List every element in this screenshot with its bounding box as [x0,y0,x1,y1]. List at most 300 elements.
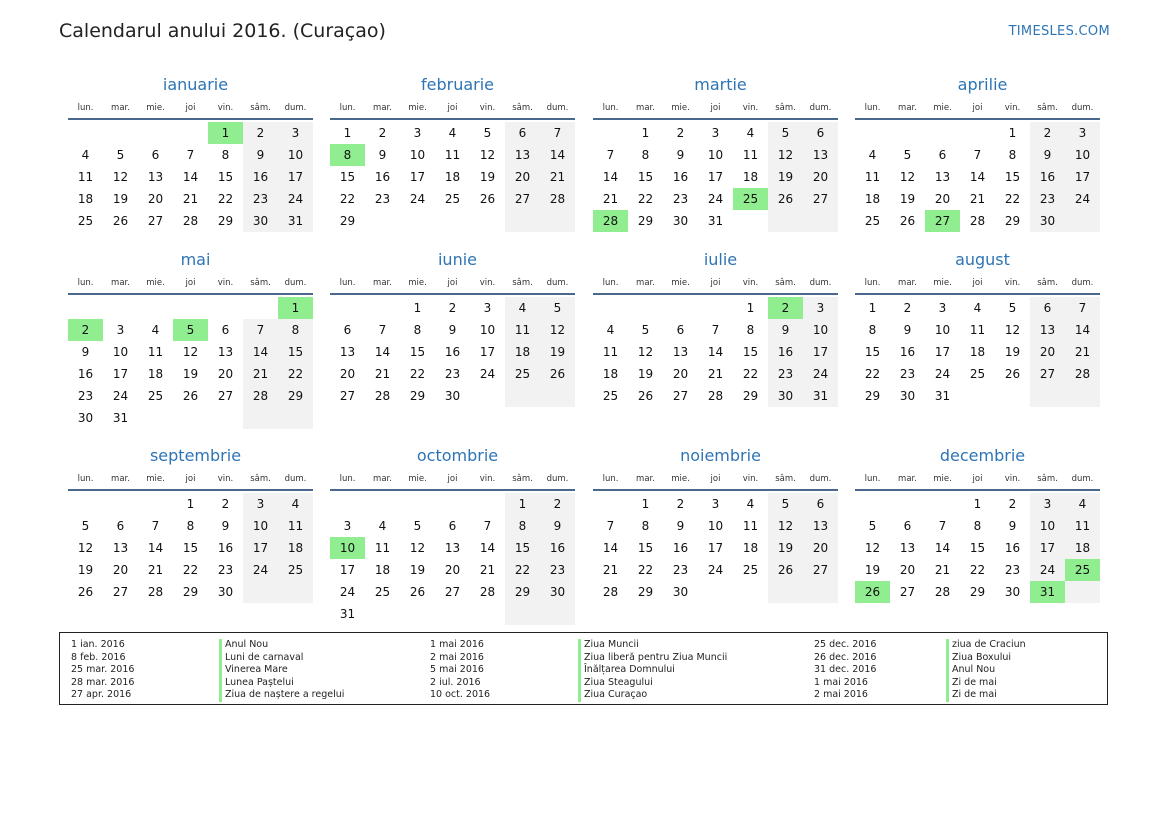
empty-cell [803,210,838,232]
empty-cell [138,493,173,515]
weekday-label: vin. [742,474,759,484]
day-cell: 10 [1065,144,1100,166]
day-cell: 7 [540,122,575,144]
day-cell: 11 [374,541,391,555]
day-cell: 11 [278,515,313,537]
month-iulie [593,247,838,407]
weekday-label: lun. [864,474,881,484]
weekday-label: vin. [1004,103,1021,113]
weekday-header [855,98,1100,120]
empty-cell [663,297,698,319]
weekday-label: mie. [408,103,427,113]
day-cell: 9 [768,319,803,341]
day-cell: 7 [711,323,720,337]
day-cell: 10 [330,537,365,559]
day-cell: 4 [746,497,755,511]
day-cell: 13 [505,144,540,166]
day-cell: 14 [602,541,619,555]
legend-holiday-name: Ziua de naștere a regelui [219,689,344,702]
day-cell: 27 [217,389,234,403]
weekday-label: joi [710,474,721,484]
day-cell: 19 [112,192,129,206]
empty-cell [768,581,803,603]
empty-cell [470,385,505,407]
day-cell: 17 [339,563,356,577]
day-cell: 10 [409,148,426,162]
day-cell: 14 [374,345,391,359]
day-cell: 31 [278,210,313,232]
weekday-label: lun. [864,278,881,288]
day-cell: 21 [374,367,391,381]
weekday-label: lun. [77,278,94,288]
empty-cell [365,493,400,515]
month-aprilie [855,72,1100,232]
day-cell: 22 [969,563,986,577]
weekday-label: vin. [217,103,234,113]
day-cell: 5 [81,519,90,533]
day-cell: 2 [243,122,278,144]
day-cell: 26 [1004,367,1021,381]
empty-cell [1065,385,1100,407]
day-cell: 2 [448,301,457,315]
day-cell: 28 [479,585,496,599]
day-cell: 2 [378,126,387,140]
legend-holiday-name: Ziua Curaçao [578,689,727,702]
month-octombrie [330,443,575,625]
legend-date: 27 apr. 2016 [71,689,132,701]
day-cell: 10 [707,148,724,162]
day-cell: 23 [444,367,461,381]
legend-holiday-name: Ziua Muncii [578,639,727,652]
day-cell: 22 [637,563,654,577]
day-cell: 9 [1030,144,1065,166]
day-cell: 17 [1065,166,1100,188]
empty-cell [593,297,628,319]
day-cell: 11 [77,170,94,184]
day-cell: 24 [243,559,278,581]
weekday-label: mar. [636,103,655,113]
weekday-label: mar. [636,474,655,484]
legend-date: 10 oct. 2016 [430,689,491,701]
day-cell: 13 [444,541,461,555]
empty-cell [540,385,575,407]
day-cell: 5 [540,297,575,319]
weekday-label: joi [447,474,458,484]
empty-cell [435,603,470,625]
day-cell: 12 [409,541,426,555]
day-cell: 23 [374,192,391,206]
day-cell: 16 [899,345,916,359]
day-cell: 10 [934,323,951,337]
empty-cell [365,210,400,232]
day-cell: 29 [182,585,199,599]
legend-date: 5 mai 2016 [430,664,484,676]
day-cell: 26 [77,585,94,599]
day-cell: 18 [77,192,94,206]
weekday-label: joi [185,103,196,113]
weekday-header [68,273,313,295]
day-cell: 3 [278,122,313,144]
day-cell: 25 [77,214,94,228]
day-cell: 25 [505,363,540,385]
day-cell: 18 [278,537,313,559]
month-noiembrie [593,443,838,603]
day-cell: 8 [1008,148,1017,162]
day-cell: 30 [1030,210,1065,232]
day-cell: 27 [1030,363,1065,385]
day-cell: 11 [742,519,759,533]
day-cell: 23 [217,563,234,577]
day-cell: 3 [1030,493,1065,515]
legend-holiday-name: Lunea Paștelui [219,677,344,690]
day-cell: 19 [540,341,575,363]
day-cell: 11 [602,345,619,359]
day-cell: 22 [742,367,759,381]
weekday-label: joi [447,103,458,113]
day-cell: 9 [1008,519,1017,533]
day-cell: 7 [606,148,615,162]
month-iunie [330,247,575,407]
weekday-label: dum. [284,278,307,288]
day-cell: 22 [864,367,881,381]
day-cell: 16 [77,367,94,381]
day-cell: 29 [339,214,356,228]
empty-cell [593,493,628,515]
day-cell: 12 [768,515,803,537]
day-cell: 4 [278,493,313,515]
day-cell: 14 [243,341,278,363]
legend-date: 28 mar. 2016 [71,676,135,688]
day-cell: 21 [479,563,496,577]
day-cell: 14 [969,170,986,184]
day-cell: 24 [707,192,724,206]
empty-cell [68,297,103,319]
day-cell: 10 [479,323,496,337]
weekday-label: vin. [1004,474,1021,484]
day-cell: 6 [803,493,838,515]
weekday-label: mar. [898,474,917,484]
day-cell: 15 [217,170,234,184]
day-cell: 15 [278,341,313,363]
weekday-label: dum. [1071,278,1094,288]
empty-cell [803,581,838,603]
legend-holiday-name: Anul Nou [946,664,1026,677]
day-cell: 23 [1030,188,1065,210]
weekday-label: lun. [602,103,619,113]
weekday-label: lun. [77,103,94,113]
legend-holiday-name: Anul Nou [219,639,344,652]
weekday-label: dum. [546,278,569,288]
day-cell: 10 [707,519,724,533]
day-cell: 6 [938,148,947,162]
empty-cell [330,297,365,319]
day-cell: 20 [899,563,916,577]
empty-cell [208,407,243,429]
day-cell: 27 [899,585,916,599]
day-cell: 30 [77,411,94,425]
day-cell: 29 [409,389,426,403]
day-cell: 13 [217,345,234,359]
day-cell: 28 [934,585,951,599]
weekday-label: joi [972,474,983,484]
legend-date: 1 mai 2016 [430,639,484,650]
day-cell: 14 [479,541,496,555]
day-cell: 16 [217,541,234,555]
day-cell: 12 [479,148,496,162]
day-cell: 17 [707,170,724,184]
day-cell: 21 [182,192,199,206]
day-cell: 4 [378,519,387,533]
weekday-label: lun. [864,103,881,113]
empty-cell [400,603,435,625]
day-cell: 30 [768,385,803,407]
day-cell: 1 [641,126,650,140]
empty-cell [1065,581,1100,603]
day-cell: 12 [864,541,881,555]
brand-link[interactable]: TIMESLES.COM [1008,24,1110,39]
empty-cell [208,297,243,319]
empty-cell [435,210,470,232]
day-cell: 20 [672,367,689,381]
day-cell: 5 [483,126,492,140]
day-cell: 16 [540,537,575,559]
day-cell: 27 [803,559,838,581]
day-cell: 1 [278,297,313,319]
day-cell: 29 [278,385,313,407]
day-cell: 5 [641,323,650,337]
day-cell: 11 [742,148,759,162]
day-cell: 5 [116,148,125,162]
day-cell: 8 [278,319,313,341]
day-cell: 1 [208,122,243,144]
day-cell: 3 [483,301,492,315]
day-cell: 19 [768,166,803,188]
day-cell: 26 [409,585,426,599]
day-cell: 20 [112,563,129,577]
weekday-label: dum. [809,278,832,288]
weekday-label: sâm. [1037,103,1058,113]
weekday-label: dum. [809,103,832,113]
day-cell: 21 [243,363,278,385]
day-cell: 22 [217,192,234,206]
empty-cell [68,122,103,144]
month-name: ianuarie [162,75,229,94]
legend-date: 25 mar. 2016 [71,664,135,676]
day-cell: 15 [742,345,759,359]
day-cell: 7 [938,519,947,533]
day-cell: 24 [934,367,951,381]
day-cell: 18 [444,170,461,184]
day-cell: 23 [672,563,689,577]
empty-cell [243,297,278,319]
month-septembrie [68,443,313,603]
day-cell: 14 [182,170,199,184]
day-cell: 3 [116,323,125,337]
day-cell: 15 [339,170,356,184]
day-cell: 5 [1008,301,1017,315]
day-cell: 17 [243,537,278,559]
day-cell: 25 [1065,559,1100,581]
day-cell: 25 [278,559,313,581]
weekday-label: mie. [146,474,165,484]
empty-cell [698,297,733,319]
legend-holiday-name: ziua de Craciun [946,639,1026,652]
empty-cell [243,581,278,603]
empty-cell [173,297,208,319]
weekday-label: vin. [217,474,234,484]
day-cell: 15 [182,541,199,555]
legend-holiday-name: Luni de carnaval [219,652,344,665]
empty-cell [103,493,138,515]
weekday-label: mar. [111,474,130,484]
empty-cell [593,122,628,144]
day-cell: 14 [707,345,724,359]
day-cell: 2 [768,297,803,319]
day-cell: 15 [1004,170,1021,184]
day-cell: 30 [1004,585,1021,599]
legend-holiday-name: Ziua Steagului [578,677,727,690]
day-cell: 11 [444,148,461,162]
weekday-label: mie. [671,278,690,288]
day-cell: 6 [803,122,838,144]
day-cell: 6 [343,323,352,337]
day-cell: 19 [479,170,496,184]
legend-dates [71,639,134,702]
day-cell: 6 [1030,297,1065,319]
day-cell: 11 [864,170,881,184]
legend-date: 1 mai 2016 [814,676,868,688]
day-cell: 9 [676,519,685,533]
day-cell: 28 [182,214,199,228]
month-name: august [955,250,1010,269]
month-martie [593,72,838,232]
day-cell: 24 [112,389,129,403]
day-cell: 25 [864,214,881,228]
day-cell: 16 [672,541,689,555]
day-cell: 12 [540,319,575,341]
day-cell: 6 [676,323,685,337]
page-title: Calendarul anului 2016. (Curaçao) [59,20,386,42]
day-cell: 28 [602,585,619,599]
day-cell: 6 [505,122,540,144]
day-cell: 8 [641,148,650,162]
empty-cell [733,210,768,232]
day-cell: 5 [173,319,208,341]
weekday-label: lun. [339,474,356,484]
day-cell: 28 [969,214,986,228]
day-cell: 3 [1065,122,1100,144]
day-cell: 15 [969,541,986,555]
day-cell: 25 [147,389,164,403]
day-cell: 1 [641,497,650,511]
day-cell: 25 [969,367,986,381]
day-cell: 20 [217,367,234,381]
day-cell: 4 [448,126,457,140]
day-cell: 10 [1030,515,1065,537]
day-cell: 14 [602,170,619,184]
empty-cell [138,297,173,319]
weekday-label: lun. [339,103,356,113]
day-cell: 4 [606,323,615,337]
weekday-label: mar. [373,103,392,113]
day-cell: 3 [413,126,422,140]
day-cell: 9 [243,144,278,166]
weekday-label: sâm. [250,278,271,288]
day-cell: 27 [339,389,356,403]
day-cell: 24 [339,585,356,599]
day-cell: 31 [803,385,838,407]
day-cell: 30 [899,389,916,403]
day-cell: 23 [672,192,689,206]
day-cell: 2 [540,493,575,515]
day-cell: 17 [934,345,951,359]
weekday-header [330,273,575,295]
day-cell: 20 [934,192,951,206]
day-cell: 23 [540,559,575,581]
weekday-label: joi [710,103,721,113]
day-cell: 14 [934,541,951,555]
day-cell: 22 [409,367,426,381]
day-cell: 17 [707,541,724,555]
weekday-label: joi [972,103,983,113]
day-cell: 12 [112,170,129,184]
empty-cell [855,493,890,515]
day-cell: 3 [711,497,720,511]
day-cell: 29 [505,581,540,603]
month-name: noiembrie [680,446,761,465]
day-cell: 29 [1004,214,1021,228]
month-name: octombrie [416,446,499,465]
day-cell: 11 [1065,515,1100,537]
legend-names [219,639,344,702]
legend-holiday-name: Înălțarea Domnului [578,664,727,677]
day-cell: 14 [1065,319,1100,341]
day-cell: 10 [112,345,129,359]
empty-cell [173,407,208,429]
weekday-label: lun. [602,278,619,288]
day-cell: 2 [1008,497,1017,511]
day-cell: 7 [483,519,492,533]
day-cell: 25 [602,389,619,403]
day-cell: 7 [1065,297,1100,319]
day-cell: 25 [733,188,768,210]
day-cell: 4 [746,126,755,140]
weekday-label: lun. [339,278,356,288]
day-cell: 21 [540,166,575,188]
day-cell: 19 [77,563,94,577]
day-cell: 28 [540,188,575,210]
weekday-label: mie. [408,474,427,484]
empty-cell [505,210,540,232]
weekday-label: sâm. [1037,474,1058,484]
empty-cell [698,581,733,603]
day-cell: 24 [1030,559,1065,581]
day-cell: 18 [374,563,391,577]
day-cell: 24 [707,563,724,577]
day-cell: 23 [243,188,278,210]
empty-cell [505,603,540,625]
empty-cell [540,603,575,625]
day-cell: 13 [672,345,689,359]
day-cell: 13 [1030,319,1065,341]
day-cell: 20 [505,166,540,188]
day-cell: 18 [505,341,540,363]
day-cell: 21 [602,563,619,577]
empty-cell [365,603,400,625]
day-cell: 22 [182,563,199,577]
weekday-label: vin. [1004,278,1021,288]
empty-cell [278,581,313,603]
